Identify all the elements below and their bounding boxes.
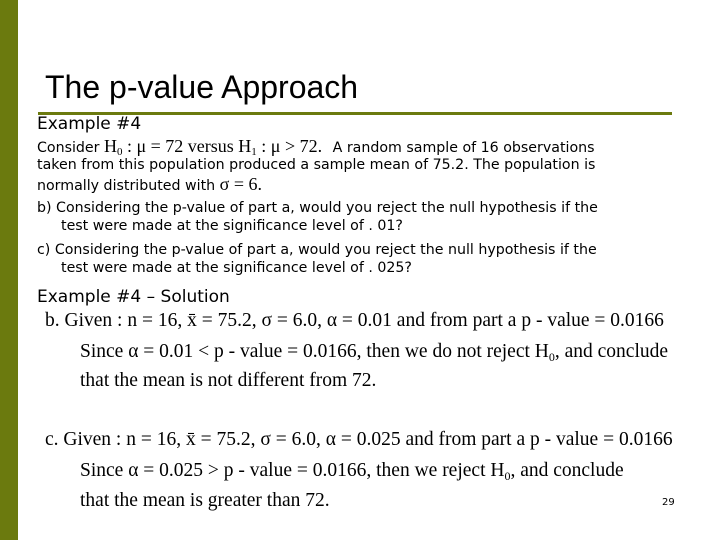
slide-title: The p-value Approach <box>45 69 359 105</box>
solution-b-given: b. Given : n = 16, x̄ = 75.2, σ = 6.0, α = 0.01 and from part a p - value = 0.0166 <box>45 310 664 331</box>
left-accent-bar <box>0 0 18 540</box>
part-c-line-2: test were made at the significance level of . 025? <box>61 260 412 276</box>
sigma-formula: σ = 6. <box>219 174 263 194</box>
hypothesis-formula: $H_0$ : μ = 72 versus $H_1$ : μ > 72. <box>104 136 323 158</box>
example-heading: Example #4 <box>37 114 142 134</box>
page-number: 29 <box>662 497 675 508</box>
solution-c-conclusion: that the mean is greater than 72. <box>80 490 330 511</box>
solution-c-since: Since α = 0.025 > p - value = 0.0166, then we reject $H_0$, and conclude <box>80 460 624 483</box>
solution-heading: Example #4 – Solution <box>37 287 230 307</box>
problem-line-3: normally distributed with σ = 6. <box>37 174 263 194</box>
problem-line-2: taken from this population produced a sample mean of 75.2. The population is <box>37 157 596 173</box>
consider-text: Consider <box>37 140 100 156</box>
part-c-line-1: c) Considering the p-value of part a, would you reject the null hypothesis if the <box>37 242 597 258</box>
part-b-line-2: test were made at the significance level of . 01? <box>61 218 403 234</box>
solution-b-since: Since α = 0.01 < p - value = 0.0166, then we do not reject $H_0$, and conclude <box>80 341 669 364</box>
part-b-line-1: b) Considering the p-value of part a, would you reject the null hypothesis if the <box>37 200 598 216</box>
solution-b-conclusion: that the mean is not different from 72. <box>80 370 377 391</box>
problem-text-1: A random sample of 16 observations <box>332 140 595 156</box>
solution-c-given: c. Given : n = 16, x̄ = 75.2, σ = 6.0, α = 0.025 and from part a p - value = 0.0166 <box>45 429 673 450</box>
